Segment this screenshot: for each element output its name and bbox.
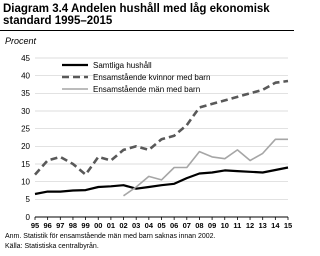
- y-tick-label-4: 20: [21, 142, 30, 152]
- footnote-source: Källa: Statistiska centralbyrån.: [5, 243, 99, 250]
- x-tick-label-3: 98: [68, 221, 78, 230]
- footnote-anm: Anm. Statistik för ensamstående män med barn saknas innan 2002.: [5, 233, 216, 240]
- x-tick-label-9: 04: [144, 221, 154, 230]
- x-tick-label-2: 97: [56, 221, 65, 230]
- series-lines: [35, 81, 288, 196]
- series-line-0-seg-0: [35, 168, 288, 195]
- y-tick-label-1: 5: [25, 195, 30, 205]
- y-tick-label-9: 45: [21, 53, 30, 63]
- x-tick-label-13: 08: [195, 221, 204, 230]
- x-tick-label-17: 12: [245, 221, 255, 230]
- footnotes: [5, 232, 216, 252]
- x-tick-label-15: 10: [220, 221, 229, 230]
- y-tick-label-8: 40: [21, 71, 30, 81]
- x-tick-label-10: 05: [157, 221, 166, 230]
- y-tick-label-7: 35: [21, 89, 30, 99]
- legend: [62, 61, 210, 94]
- y-tick-label-0: 0: [25, 212, 30, 222]
- y-axis-label: Procent: [5, 36, 37, 46]
- x-tick-label-5: 00: [94, 221, 103, 230]
- x-tick-label-4: 99: [81, 221, 90, 230]
- legend-label-0: Samtliga hushåll: [93, 61, 152, 70]
- x-tick-label-14: 09: [207, 221, 217, 230]
- y-tick-label-5: 25: [21, 124, 30, 134]
- x-tick-label-1: 96: [43, 221, 52, 230]
- y-tick-label-6: 30: [21, 106, 30, 116]
- chart-title: Diagram 3.4 Andelen hushåll med låg ekonomisk standard 1995–2015: [3, 3, 270, 27]
- x-tick-label-16: 11: [233, 221, 242, 230]
- x-tick-label-7: 02: [119, 221, 128, 230]
- x-tick-label-18: 13: [258, 221, 267, 230]
- x-tick-label-0: 95: [30, 221, 40, 230]
- x-tick-label-19: 14: [271, 221, 280, 230]
- x-tick-label-6: 01: [106, 221, 116, 230]
- x-tick-label-12: 07: [182, 221, 191, 230]
- x-tick-label-8: 03: [132, 221, 141, 230]
- y-tick-label-2: 10: [21, 177, 30, 187]
- legend-label-1: Ensamstående kvinnor med barn: [93, 73, 211, 82]
- x-tick-label-11: 06: [169, 221, 179, 230]
- x-tick-label-20: 15: [283, 221, 293, 230]
- legend-label-2: Ensamstående män med barn: [93, 85, 201, 94]
- y-tick-label-3: 15: [21, 159, 30, 169]
